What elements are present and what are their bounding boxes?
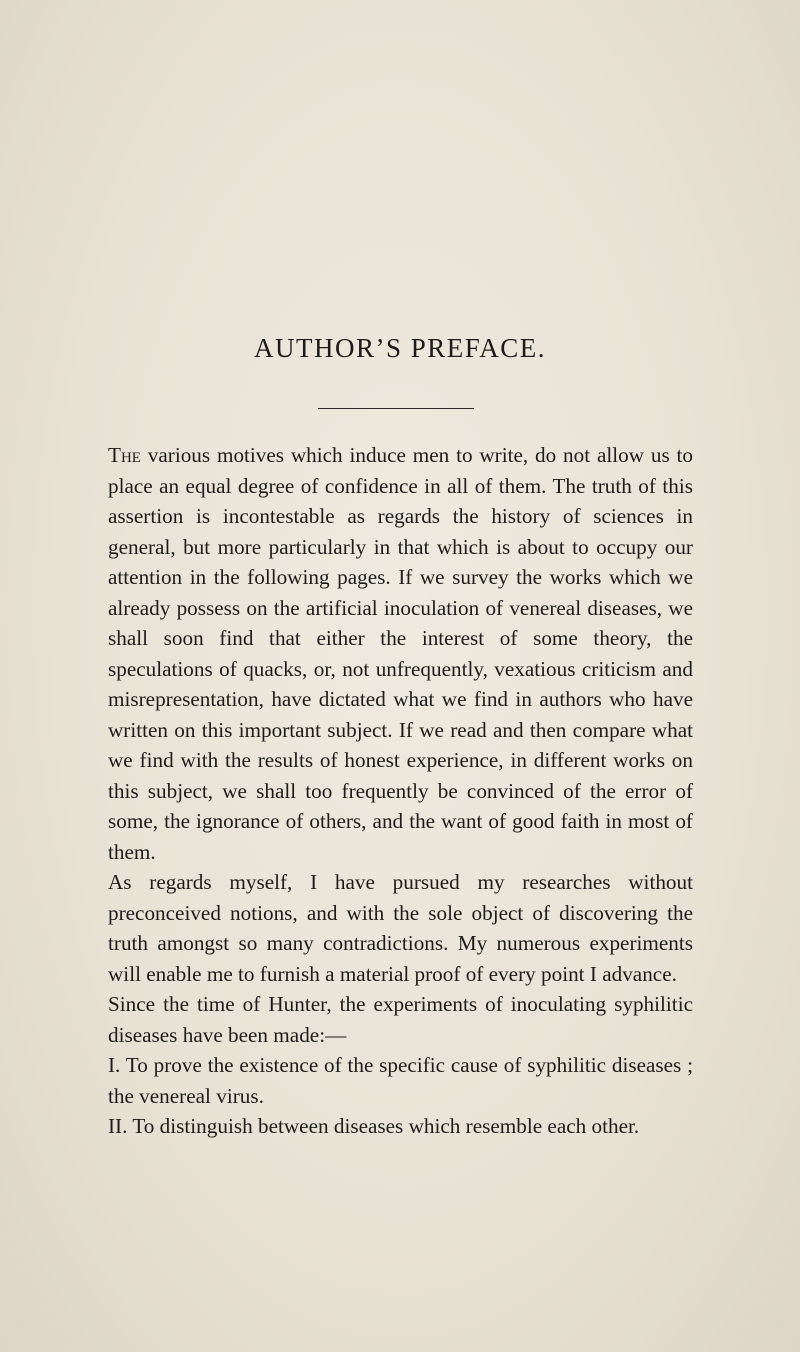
paragraph-3: Since the time of Hunter, the experiments of inoculating syphilitic diseases have been made:— bbox=[108, 992, 693, 1047]
paragraph-1 bbox=[108, 440, 693, 867]
paragraph-4-item-I: I. To prove the existence of the specific cause of syphilitic diseases ; the venereal virus. bbox=[108, 1053, 693, 1108]
paragraph-2: As regards myself, I have pursued my researches without preconceived notions, and with the sole object of discovering the truth amongst so many contradictions. My numerous experiments will enable me to furnish a material proof of every point I advance. bbox=[108, 870, 693, 986]
title-divider-rule bbox=[318, 408, 474, 409]
paragraph-5-item-II: II. To distinguish between diseases which resemble each other. bbox=[108, 1114, 640, 1138]
paragraph-1-text: various motives which induce men to write, do not allow us to place an equal degree of confidence in all of them. The truth of this assertion is incontestable as regards the history of sciences in general, but more particularly in that which is about to occupy our attention in the following pages. If we survey the works which we already possess on the artificial inoculation of venereal diseases, we shall soon find that either the interest of some theory, the speculations of quacks, or, not unfrequently, vexatious criticism and misrepresentation, have dictated what we find in authors who have written on this important subject. If we read and then compare what we find with the results of honest experience, in different works on this subject, we shall too frequently be convinced of the error of some, the ignorance of others, and the want of good faith in most of them. bbox=[108, 443, 693, 864]
paragraph-1-lead-word: The bbox=[108, 443, 141, 467]
preface-body bbox=[108, 440, 693, 1142]
page-title: AUTHOR’S PREFACE. bbox=[253, 333, 547, 363]
